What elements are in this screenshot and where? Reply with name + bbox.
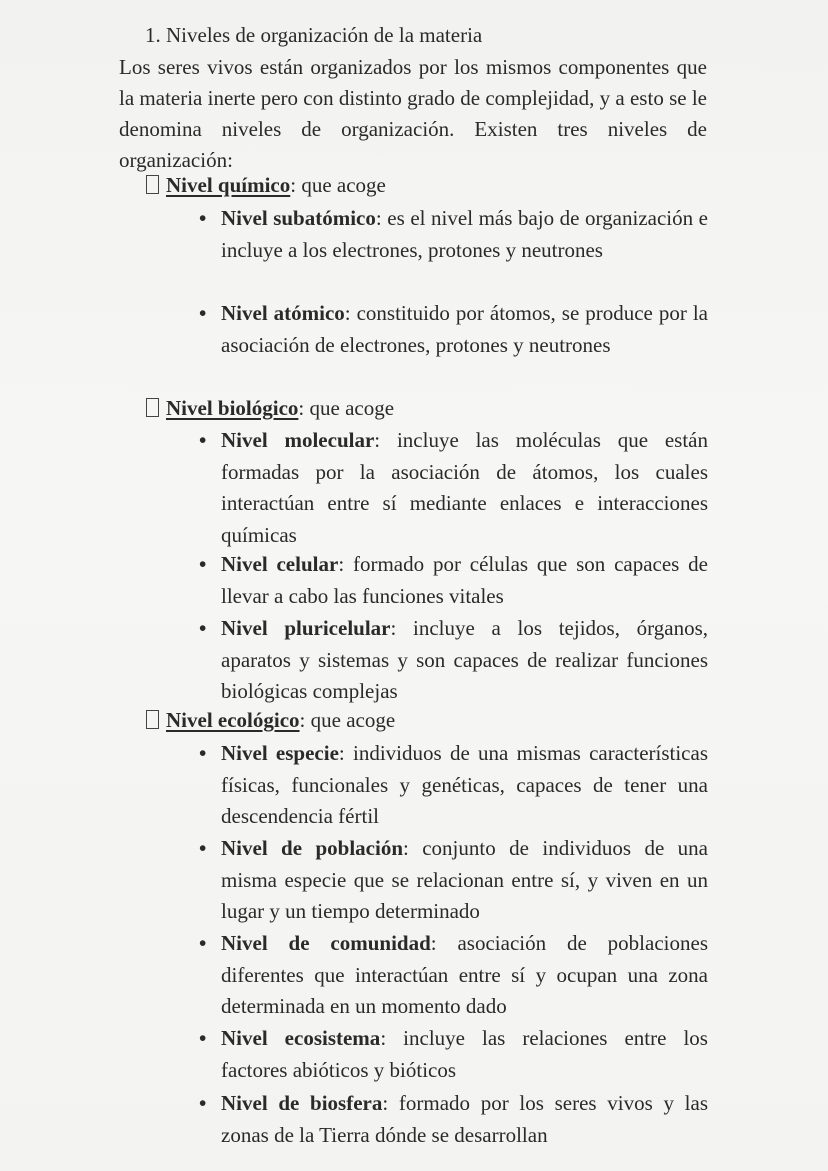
item-text: : constituido por átomos, se produce por la asociación de electrones, protones y neutrones bbox=[221, 301, 708, 357]
item-text: : incluye las relaciones entre los factores abióticos y bióticos bbox=[221, 1026, 708, 1082]
item-text: : conjunto de individuos de una misma especie que se relacionan entre sí, y viven en un lugar y un tiempo determinado bbox=[221, 836, 708, 923]
item-text: : individuos de una mismas características físicas, funcionales y genéticas, capaces de tener una descendencia fértil bbox=[221, 741, 708, 828]
item-text: : asociación de poblaciones diferentes que interactúan entre sí y ocupan una zona determinada en un momento dado bbox=[221, 931, 708, 1018]
list-item bbox=[199, 298, 708, 361]
section-title: Nivel químico bbox=[166, 173, 291, 197]
checkbox-symbol-icon bbox=[146, 175, 159, 194]
list-item bbox=[199, 1088, 708, 1151]
section-suffix: : que acoge bbox=[298, 396, 395, 420]
item-term: Nivel ecosistema bbox=[221, 1026, 381, 1050]
section-nivel-biologico bbox=[146, 393, 394, 423]
section-nivel-ecologico bbox=[146, 705, 395, 735]
item-text: : formado por los seres vivos y las zonas de la Tierra dónde se desarrollan bbox=[221, 1091, 708, 1147]
section-title: Nivel ecológico bbox=[166, 708, 300, 732]
bullet-icon: • bbox=[199, 616, 207, 640]
checkbox-symbol-icon bbox=[146, 710, 159, 729]
section-nivel-quimico bbox=[146, 170, 386, 200]
item-term: Nivel pluricelular bbox=[221, 616, 391, 640]
item-text: : es el nivel más bajo de organización e incluye a los electrones, protones y neutrones bbox=[221, 206, 708, 262]
page-heading: 1. Niveles de organización de la materia bbox=[145, 23, 483, 47]
section-suffix: : que acoge bbox=[290, 173, 386, 197]
item-term: Nivel molecular bbox=[221, 428, 375, 452]
list-item bbox=[199, 928, 708, 1023]
bullet-icon: • bbox=[199, 1026, 207, 1050]
list-item bbox=[199, 833, 708, 928]
list-item bbox=[199, 738, 708, 833]
item-term: Nivel de biosfera bbox=[221, 1091, 383, 1115]
bullet-icon: • bbox=[199, 552, 207, 576]
item-text: : incluye a los tejidos, órganos, aparatos y sistemas y son capaces de realizar funciones biológicas complejas bbox=[221, 616, 708, 703]
item-term: Nivel atómico bbox=[221, 301, 345, 325]
item-term: Nivel subatómico bbox=[221, 206, 376, 230]
list-item bbox=[199, 613, 708, 708]
bullet-icon: • bbox=[199, 206, 207, 230]
item-text: : formado por células que son capaces de llevar a cabo las funciones vitales bbox=[221, 552, 708, 608]
intro-paragraph: Los seres vivos están organizados por los mismos componentes que la materia inerte pero con distinto grado de complejidad, y a esto se le denomina niveles de organización. Existen tres niveles de organización: bbox=[119, 55, 707, 172]
list-item bbox=[199, 1023, 708, 1086]
bullet-icon: • bbox=[199, 428, 207, 452]
bullet-icon: • bbox=[199, 931, 207, 955]
item-term: Nivel de población bbox=[221, 836, 403, 860]
bullet-icon: • bbox=[199, 301, 207, 325]
checkbox-symbol-icon bbox=[146, 398, 159, 417]
list-item bbox=[199, 203, 708, 266]
item-term: Nivel celular bbox=[221, 552, 339, 576]
item-term: Nivel especie bbox=[221, 741, 339, 765]
bullet-icon: • bbox=[199, 836, 207, 860]
list-item bbox=[199, 549, 708, 612]
bullet-icon: • bbox=[199, 1091, 207, 1115]
item-text: : incluye las moléculas que están formadas por la asociación de átomos, los cuales interactúan entre sí mediante enlaces e interacciones químicas bbox=[221, 428, 708, 547]
section-title: Nivel biológico bbox=[166, 396, 299, 420]
bullet-icon: • bbox=[199, 741, 207, 765]
item-term: Nivel de comunidad bbox=[221, 931, 431, 955]
list-item bbox=[199, 425, 708, 551]
section-suffix: : que acoge bbox=[299, 708, 396, 732]
